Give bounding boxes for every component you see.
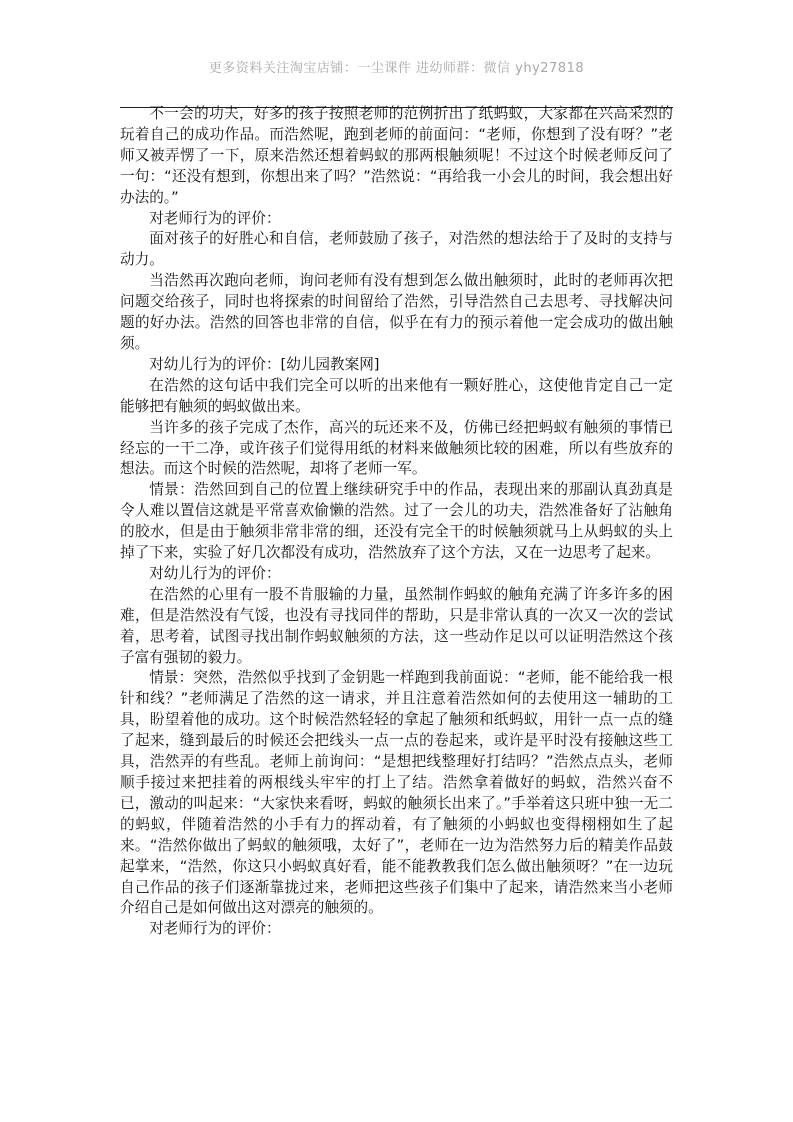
paragraph: 当许多的孩子完成了杰作，高兴的玩还来不及，仿佛已经把蚂蚁有触须的事情已经忘的一干二净，或许孩子们觉得用纸的材料来做触须比较的困难，所以有些放弃的想法。而这个时候的浩然呢，却将了老师一军。 (120, 418, 673, 478)
paragraph: 当浩然再次跑向老师，询问老师有没有想到怎么做出触须时，此时的老师再次把问题交给孩子，同时也将探索的时间留给了浩然，引导浩然自己去思考、寻找解决问题的好办法。浩然的回答也非常的自信，似乎在有力的预示着他一定会成功的做出触须。 (120, 272, 673, 352)
paragraph: 不一会的功夫，好多的孩子按照老师的范例折出了纸蚂蚁，大家都在兴高采烈的玩着自己的成功作品。而浩然呢，跑到老师的前面问：“老师，你想到了没有呀？”老师又被弄愣了一下，原来浩然还想着蚂蚁的那两根触须呢！不过这个时候老师反问了一句：“还没有想到，你想出来了吗？”浩然说：“再给我一小会儿的时间，我会想出好办法的。” (120, 105, 673, 206)
paragraph-heading: 对老师行为的评价： (149, 209, 281, 227)
paragraph: 面对孩子的好胜心和自信，老师鼓励了孩子，对浩然的想法给于了及时的支持与动力。 (120, 230, 673, 269)
paragraph-heading: 对老师行为的评价： (149, 920, 281, 938)
paragraph: 情景：突然，浩然似乎找到了金钥匙一样跑到我前面说：“老师，能不能给我一根针和线？”老师满足了浩然的这一请求，并且注意着浩然如何的去使用这一辅助的工具，盼望着他的成功。这个时候浩然轻轻的拿起了触须和纸蚂蚁，用针一点一点的缝了起来，缝到最后的时候还会把线头一点一点的卷起来，或许是平时没有接触这些工具，浩然弄的有些乱。老师上前询问：“是想把线整理好打结吗？”浩然点点头，老师顺手接过来把挂着的两根线头牢牢的打上了结。浩然拿着做好的蚂蚁，浩然兴奋不已，激动的叫起来：“大家快来看呀，蚂蚁的触须长出来了。”手举着这只班中独一无二的蚂蚁，伴随着浩然的小手有力的挥动着，有了触须的小蚂蚁也变得栩栩如生了起来。“浩然你做出了蚂蚁的触须哦，太好了”，老师在一边为浩然努力后的精美作品鼓起掌来，“浩然，你这只小蚂蚁真好看，能不能教教我们怎么做出触须呀？”在一边玩自己作品的孩子们逐渐靠拢过来，老师把这些孩子们集中了起来，请浩然来当小老师介绍自己是如何做出这对漂亮的触须的。 (120, 669, 673, 917)
paragraph: 情景：浩然回到自己的位置上继续研究手中的作品，表现出来的那副认真劲真是令人难以置信这就是平常喜欢偷懒的浩然。过了一会儿的功夫，浩然准备好了沾触角的胶水，但是由于触须非常非常的细，还没有完全干的时候触须就马上从蚂蚁的头上掉了下来，实验了好几次都没有成功，浩然放弃了这个方法，又在一边思考了起来。 (120, 481, 673, 562)
paragraph-heading: 对幼儿行为的评价：[幼儿园教案网] (149, 355, 380, 373)
paragraph: 在浩然的这句话中我们完全可以听的出来他有一颗好胜心，这使他肯定自己一定能够把有触须的蚂蚁做出来。 (120, 376, 673, 415)
paragraph: 在浩然的心里有一股不肯服输的力量，虽然制作蚂蚁的触角充满了许多许多的困难，但是浩然没有气馁，也没有寻找同伴的帮助，只是非常认真的一次又一次的尝试着，思考着，试图寻找出制作蚂蚁触须的方法，这一些动作足以可以证明浩然这个孩子富有强韧的毅力。 (120, 585, 673, 666)
paragraph-heading: 对幼儿行为的评价： (149, 564, 281, 582)
document-body (120, 104, 673, 940)
page-header-watermark: 更多资料关注淘宝店铺：一尘课件 进幼师群：微信 yhy27818 (208, 61, 585, 76)
